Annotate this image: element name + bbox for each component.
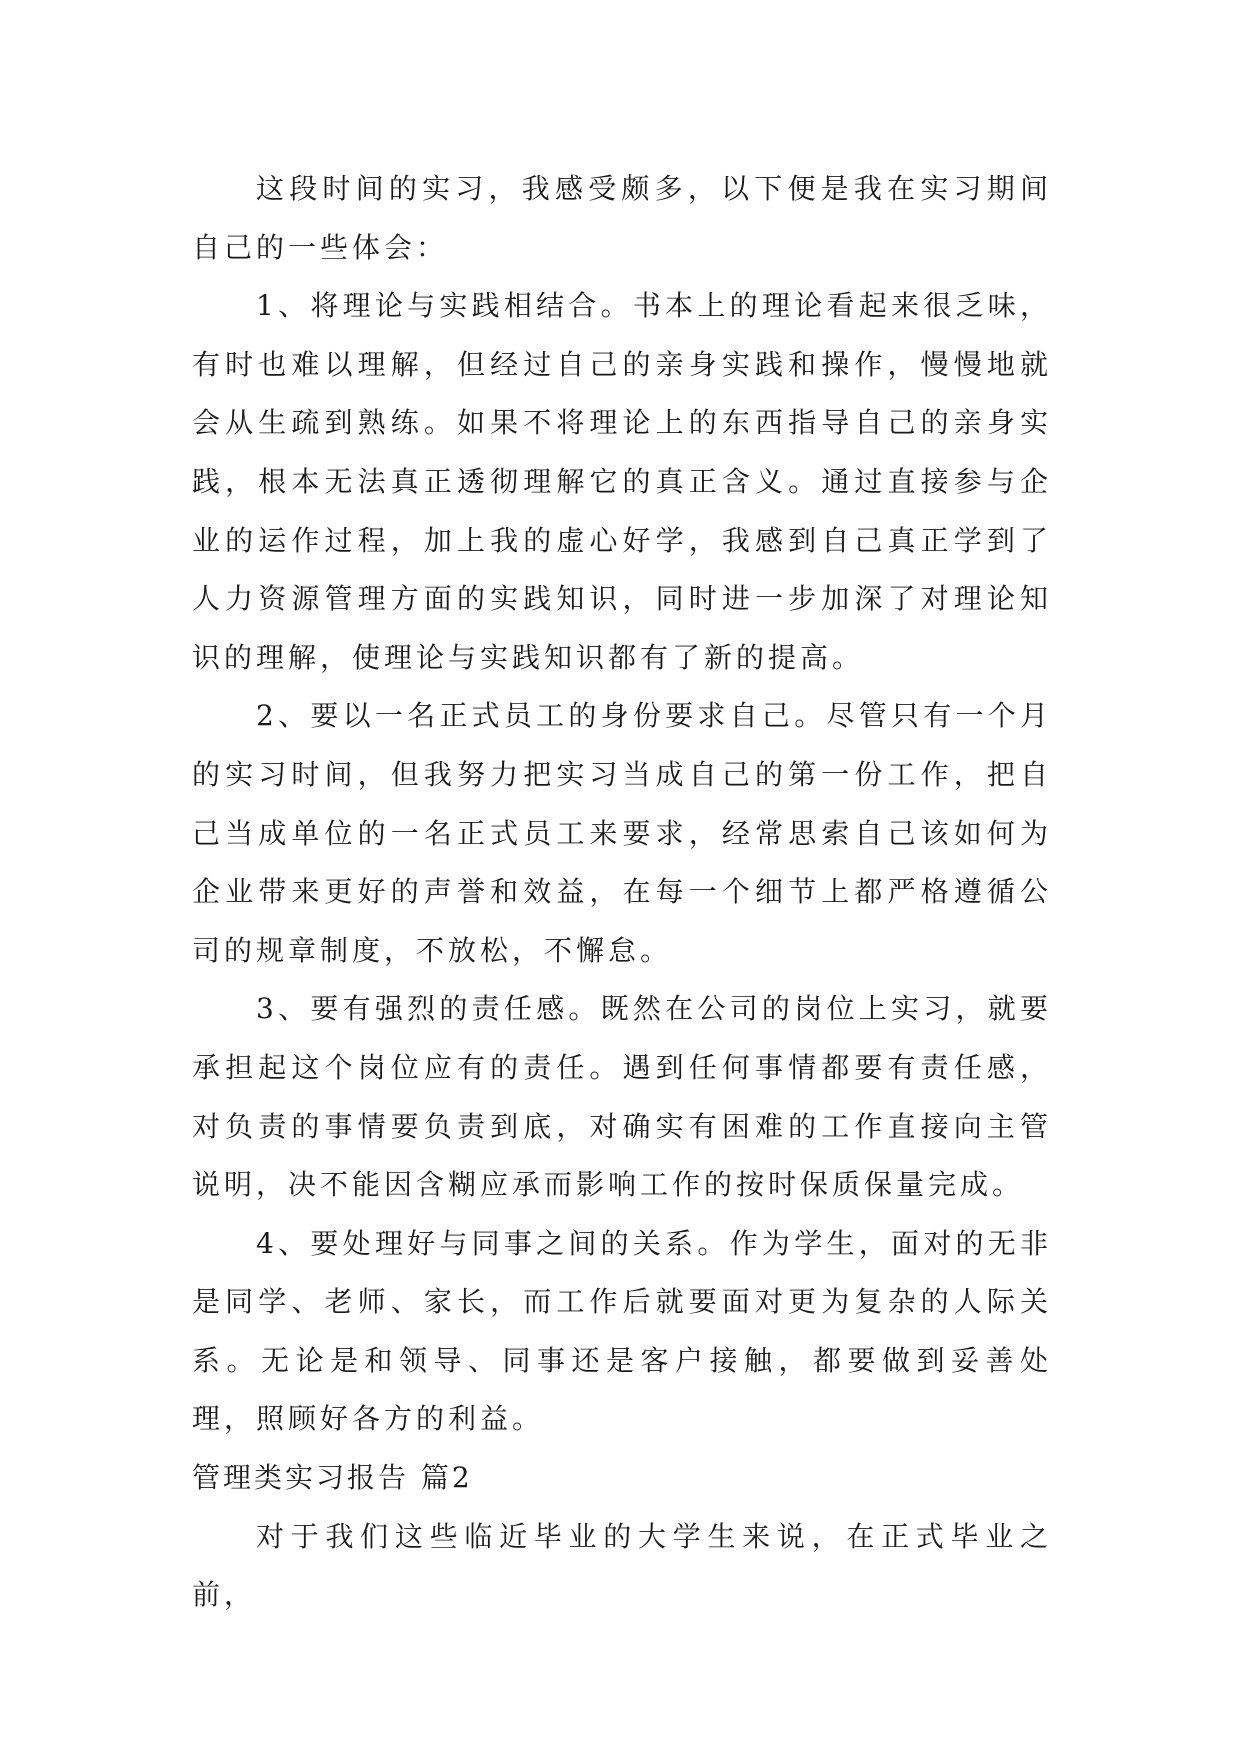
section-heading: 管理类实习报告 篇2 xyxy=(192,1461,473,1495)
paragraph-section-2-start: 对于我们这些临近毕业的大学生来说，在正式毕业之前， xyxy=(192,1519,1052,1612)
document-body xyxy=(192,160,1052,1625)
paragraph-point-3: 3、要有强烈的责任感。既然在公司的岗位上实习，就要承担起这个岗位应有的责任。遇到任何事情都要有责任感，对负责的事情要负责到底，对确实有困难的工作直接向主管说明，决不能因含糊应承而影响工作的按时保质保量完成。 xyxy=(192,992,1052,1202)
paragraph-intro: 这段时间的实习，我感受颇多，以下便是我在实习期间自己的一些体会： xyxy=(192,172,1052,264)
paragraph-point-4: 4、要处理好与同事之间的关系。作为学生，面对的无非是同学、老师、家长，而工作后就要面对更为复杂的人际关系。无论是和领导、同事还是客户接触，都要做到妥善处理，照顾好各方的利益。 xyxy=(192,1226,1052,1436)
paragraph-point-1: 1、将理论与实践相结合。书本上的理论看起来很乏味，有时也难以理解，但经过自己的亲身实践和操作，慢慢地就会从生疏到熟练。如果不将理论上的东西指导自己的亲身实践，根本无法真正透彻理解它的真正含义。通过直接参与企业的运作过程，加上我的虚心好学，我感到自己真正学到了人力资源管理方面的实践知识，同时进一步加深了对理论知识的理解，使理论与实践知识都有了新的提高。 xyxy=(192,289,1052,674)
paragraph-point-2: 2、要以一名正式员工的身份要求自己。尽管只有一个月的实习时间，但我努力把实习当成自己的第一份工作，把自己当成单位的一名正式员工来要求，经常思索自己该如何为企业带来更好的声誉和效益，在每一个细节上都严格遵循公司的规章制度，不放松，不懈怠。 xyxy=(192,699,1052,967)
